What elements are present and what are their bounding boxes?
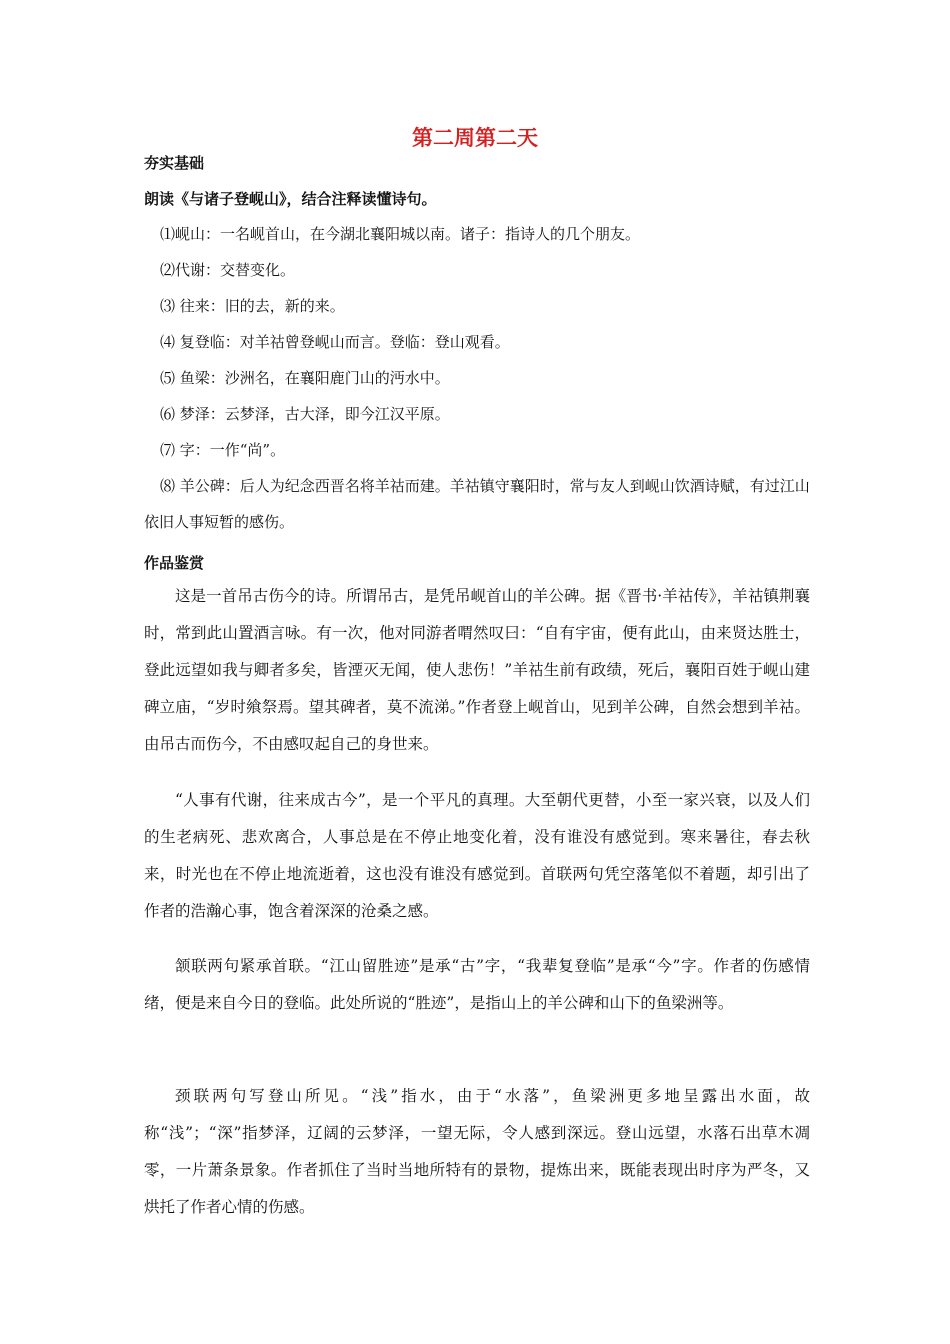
appreciation-paragraph: 这是一首吊古伤今的诗。所谓吊古，是凭吊岘首山的羊公碑。据《晋书·羊祜传》，羊祜镇荆襄时，常到此山置酒言咏。有一次，他对同游者喟然叹曰：“自有宇宙，便有此山，由来贤达胜士，登此远望如我与卿者多矣，皆湮灭无闻，使人悲伤！”羊祜生前有政绩，死后，襄阳百姓于岘山建碑立庙，“岁时飨祭焉。望其碑者，莫不流涕。”作者登上岘首山，见到羊公碑，自然会想到羊祜。由吊古而伤今，不由感叹起自己的身世来。	[144, 587, 810, 753]
section-heading-basics: 夯实基础	[144, 154, 205, 172]
page-title: 第二周第二天	[412, 126, 538, 150]
reading-instruction: 朗读《与诸子登岘山》，结合注释读懂诗句。	[144, 190, 437, 208]
appreciation-paragraph: “人事有代谢，往来成古今”，是一个平凡的真理。大至朝代更替，小至一家兴衰，以及人们的生老病死、悲欢离合，人事总是在不停止地变化着，没有谁没有感觉到。寒来暑往，春去秋来，时光也在不停止地流逝着，这也没有谁没有感觉到。首联两句凭空落笔似不着题，却引出了作者的浩瀚心事，饱含着深深的沧桑之感。	[144, 791, 810, 920]
note-item: ⑵代谢：交替变化。	[160, 261, 296, 279]
note-item: ⑴岘山：一名岘首山，在今湖北襄阳城以南。诸子：指诗人的几个朋友。	[160, 225, 641, 243]
appreciation-paragraph: 颈联两句写登山所见。“浅”指水，由于“水落”，鱼梁洲更多地呈露出水面，故称“浅”；“深”指梦泽，辽阔的云梦泽，一望无际，令人感到深远。登山远望，水落石出草木凋零，一片萧条景象。作者抓住了当时当地所特有的景物，提炼出来，既能表现出时序为严冬，又烘托了作者心情的伤感。	[144, 1087, 810, 1216]
note-item: ⑹ 梦泽：云梦泽，古大泽，即今江汉平原。	[160, 405, 450, 423]
note-item: ⑺ 字：一作“尚”。	[160, 441, 286, 459]
note-item: ⑶ 往来：旧的去，新的来。	[160, 297, 345, 315]
note-item: ⑷ 复登临：对羊祜曾登岘山而言。登临：登山观看。	[160, 333, 510, 351]
note-item: ⑻ 羊公碑：后人为纪念西晋名将羊祜而建。羊祜镇守襄阳时，常与友人到岘山饮酒诗赋，有过江山依旧人事短暂的感伤。	[144, 477, 810, 531]
note-item: ⑸ 鱼梁：沙洲名，在襄阳鹿门山的沔水中。	[160, 369, 450, 387]
appreciation-paragraph: 颔联两句紧承首联。“江山留胜迹”是承“古”字，“我辈复登临”是承“今”字。作者的伤感情绪，便是来自今日的登临。此处所说的“胜迹”，是指山上的羊公碑和山下的鱼梁洲等。	[144, 957, 810, 1012]
section-heading-appreciation: 作品鉴赏	[144, 554, 205, 572]
